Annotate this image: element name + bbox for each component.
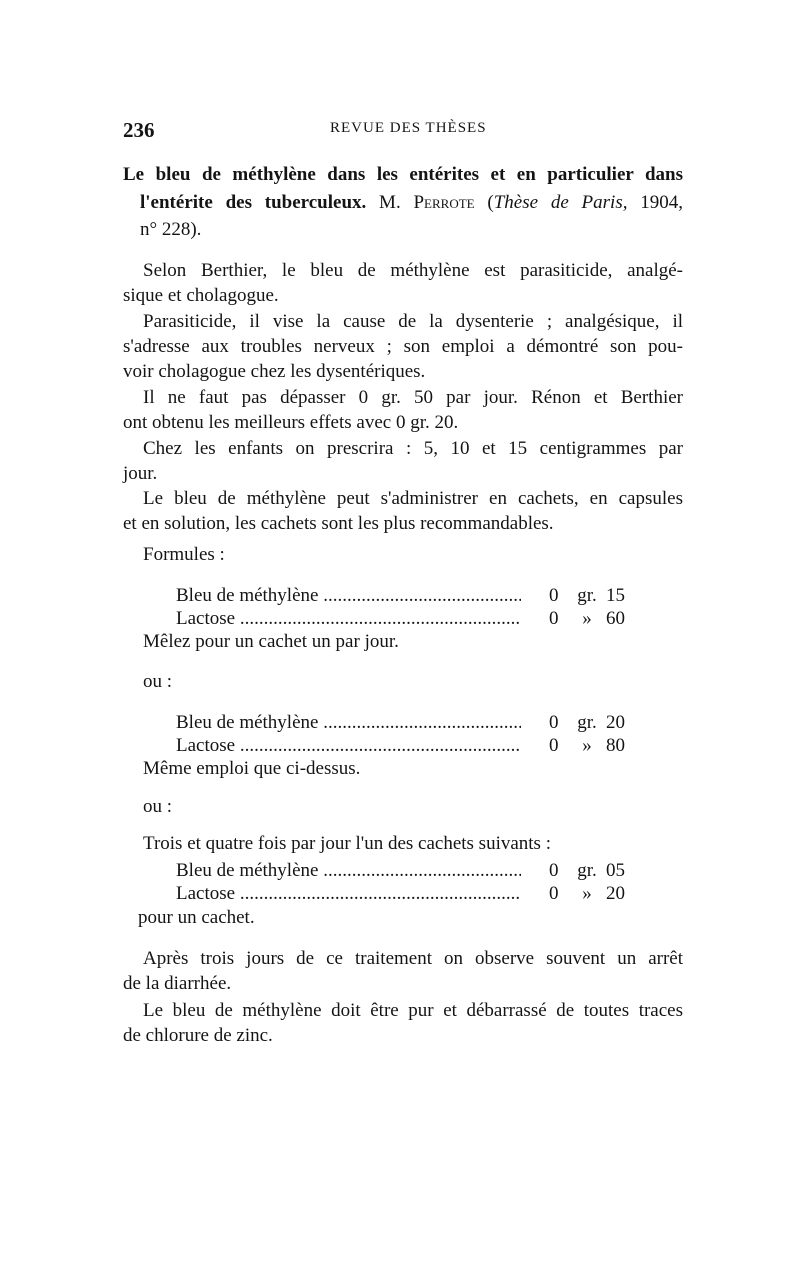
paragraph-5-line-1: Le bleu de méthylène peut s'administrer en cachets, en capsules <box>143 488 683 509</box>
closing-2-line-1: Le bleu de méthylène doit être pur et débarrassé de toutes traces <box>143 1000 683 1021</box>
closing-1-line-1: Après trois jours de ce traitement on observe souvent un arrêt <box>143 948 683 969</box>
citation-source: Thèse de Paris, <box>493 192 628 213</box>
formula1-row-2: Lactose ..... 0 » 60 <box>176 607 636 631</box>
ingredient-name: Lactose ..... <box>176 607 521 631</box>
paragraph-3-line-2: ont obtenu les meilleurs effets avec 0 gr. 20. <box>123 412 459 433</box>
article-title-line-2: l'entérite des tuberculeux. M. Perrote (Thèse de Paris, 1904, <box>140 192 683 213</box>
article-title-line-1: Le bleu de méthylène dans les entérites et en particulier dans <box>123 164 683 185</box>
formula2-row-2: Lactose ..... 0 » 80 <box>176 734 636 758</box>
article-title-end: l'entérite des tuberculeux. <box>140 192 367 213</box>
ingredient-name: Bleu de méthylène ..... <box>176 859 521 883</box>
formula2-row-1: Bleu de méthylène ..... 0 gr. 20 <box>176 711 636 735</box>
closing-1-line-2: de la diarrhée. <box>123 973 232 994</box>
paragraph-4-line-1: Chez les enfants on prescrira : 5, 10 et 15 centigrammes par <box>143 438 683 459</box>
or-separator-2: ou : <box>143 796 173 817</box>
paragraph-1-line-1: Selon Berthier, le bleu de méthylène est parasiticide, analgé- <box>143 260 683 281</box>
citation-year: 1904, <box>640 192 683 213</box>
formula3-note: pour un cachet. <box>138 907 255 928</box>
formulas-label: Formules : <box>143 544 225 565</box>
ingredient-name: Bleu de méthylène ..... <box>176 711 521 735</box>
ingredient-name: Bleu de méthylène ..... <box>176 584 521 608</box>
formula2-note: Même emploi que ci-dessus. <box>143 758 361 779</box>
ingredient-name: Lactose ..... <box>176 882 521 906</box>
ingredient-name: Lactose ..... <box>176 734 521 758</box>
formula3-row-2: Lactose ..... 0 » 20 <box>176 882 636 906</box>
page-number: 236 <box>123 118 155 142</box>
paragraph-2-line-3: voir cholagogue chez les dysentériques. <box>123 361 426 382</box>
paragraph-4-line-2: jour. <box>123 463 158 484</box>
paragraph-1-line-2: sique et cholagogue. <box>123 285 279 306</box>
running-title: REVUE DES THÈSES <box>330 120 487 136</box>
closing-2-line-2: de chlorure de zinc. <box>123 1025 273 1046</box>
paragraph-2-line-1: Parasiticide, il vise la cause de la dysenterie ; analgésique, il <box>143 311 683 332</box>
formula3-intro: Trois et quatre fois par jour l'un des cachets suivants : <box>143 833 551 854</box>
author-prefix: M. <box>379 192 401 213</box>
paragraph-3-line-1: Il ne faut pas dépasser 0 gr. 50 par jour. Rénon et Berthier <box>143 387 683 408</box>
or-separator-1: ou : <box>143 671 173 692</box>
paragraph-2-line-2: s'adresse aux troubles nerveux ; son emploi a démontré son pou- <box>123 336 683 357</box>
formula1-row-1: Bleu de méthylène ..... 0 gr. 15 <box>176 584 636 608</box>
formula3-row-1: Bleu de méthylène ..... 0 gr. 05 <box>176 859 636 883</box>
citation-number: n° 228). <box>140 219 202 240</box>
paragraph-5-line-2: et en solution, les cachets sont les plus recommandables. <box>123 513 554 534</box>
formula1-note: Mêlez pour un cachet un par jour. <box>143 631 399 652</box>
author-name: Perrote <box>413 192 475 213</box>
